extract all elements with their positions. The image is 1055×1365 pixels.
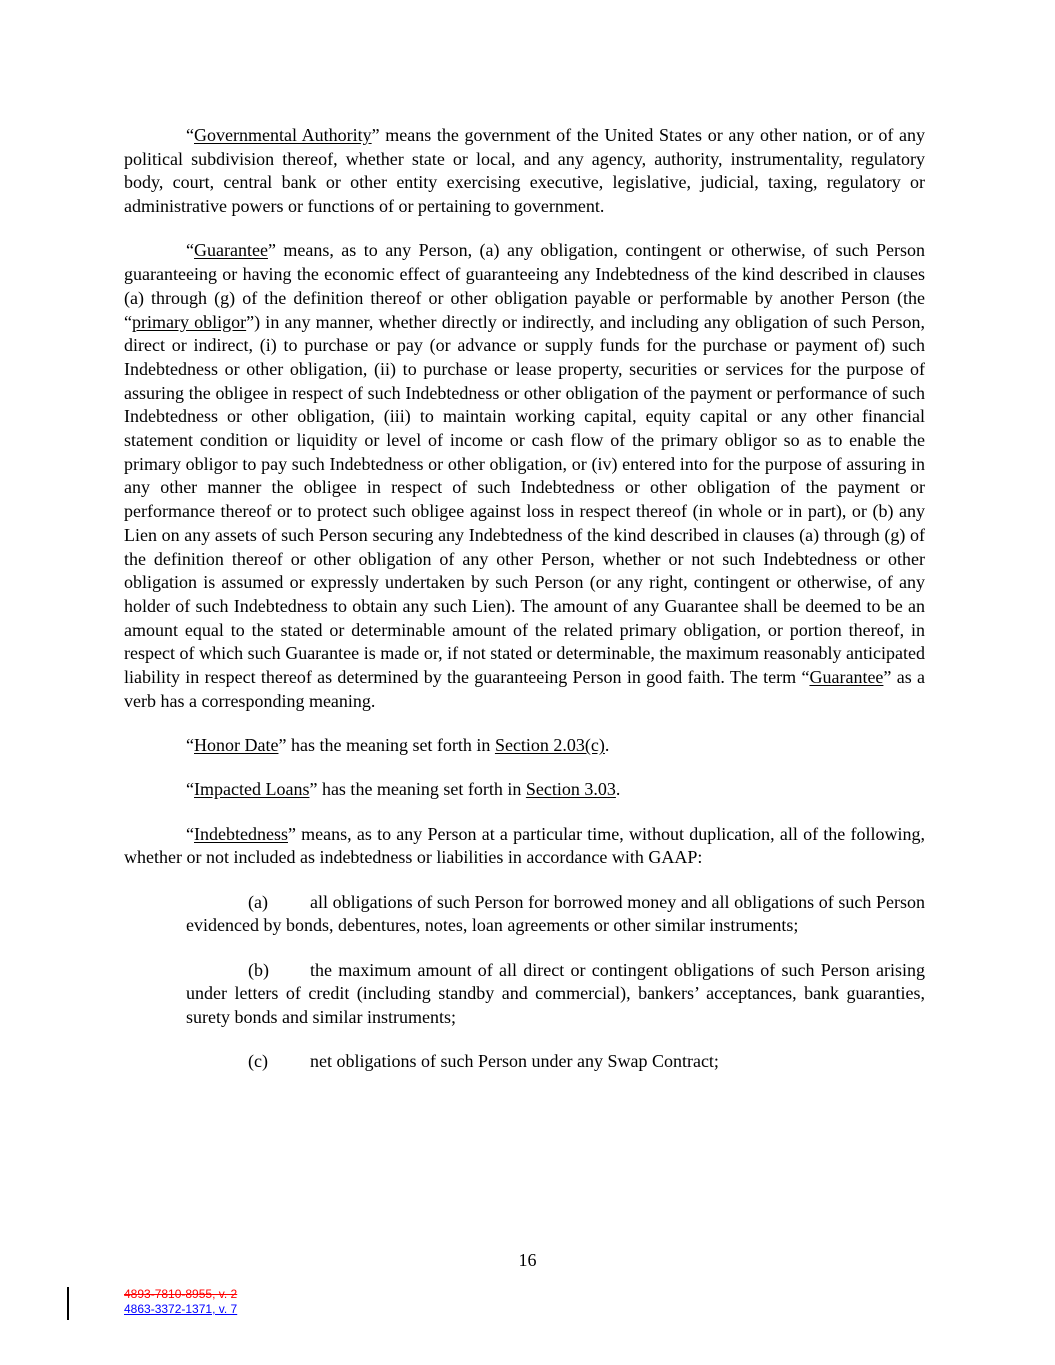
list-item-label: (b)	[248, 959, 269, 980]
defined-term: Governmental Authority	[194, 125, 372, 145]
defined-term-primary-obligor: primary obligor	[132, 311, 247, 332]
inserted-document-id: 4863-3372-1371, v. 7	[124, 1302, 238, 1316]
defined-term: Indebtedness	[194, 823, 288, 844]
period: .	[615, 779, 621, 800]
defined-term: Guarantee	[194, 240, 268, 261]
list-item	[186, 891, 925, 938]
definition-text: ” has the meaning set forth in	[278, 735, 495, 756]
list-item-label: (c)	[248, 1051, 268, 1072]
definition-text: ” means the government of the United States or any other nation, or of any political subdivision thereof, whether state or local, and any agency, authority, instrumentality, regulatory body, court, central bank or other entity exercising executive, legislative, judicial, taxing, regulatory or administrative powers or functions of or pertaining to government.	[124, 125, 925, 217]
definition-text: ” has the meaning set forth in	[309, 779, 526, 800]
section-reference: Section 2.03(c)	[494, 735, 605, 756]
defined-term: Guarantee	[809, 667, 884, 688]
definition-text: ” as a verb has a corresponding meaning.	[124, 667, 925, 711]
definition-impacted-loans	[124, 778, 925, 802]
document-id-footer	[124, 1287, 237, 1317]
list-item-label: (a)	[248, 891, 268, 912]
list-item-text: the maximum amount of all direct or contingent obligations of such Person arising under letters of credit (including standby and commercial), bankers’ acceptances, bank guaranties, surety bonds and similar instruments;	[186, 959, 925, 1028]
defined-term: Impacted Loans	[194, 779, 310, 800]
definition-text: ” means, as to any Person, (a) any obligation, contingent or otherwise, of such Person guaranteeing or having the economic effect of guaranteeing any Indebtedness of the kind described in clauses (a) through (g) of the definition thereof or other obligation payable or performable by another Person (the “	[124, 240, 925, 332]
list-item-text: net obligations of such Person under any Swap Contract;	[310, 1051, 719, 1072]
list-item	[186, 959, 925, 1030]
open-quote: “	[186, 240, 194, 261]
page-number: 16	[518, 1250, 537, 1270]
defined-term: Honor Date	[194, 735, 279, 756]
open-quote: “	[186, 735, 194, 756]
section-reference: Section 3.03	[525, 779, 616, 800]
list-item	[186, 1050, 925, 1074]
definition-guarantee	[124, 239, 925, 713]
open-quote: “	[186, 823, 194, 844]
definition-honor-date	[124, 734, 925, 758]
list-item-text: all obligations of such Person for borrowed money and all obligations of such Person evidenced by bonds, debentures, notes, loan agreements or other similar instruments;	[186, 891, 925, 936]
deleted-document-id: 4893-7810-8955, v. 2	[124, 1287, 238, 1301]
definition-indebtedness	[124, 823, 925, 870]
definition-text: ”) in any manner, whether directly or indirectly, and including any obligation of such Person, direct or indirect, (i) to purchase or pay (or advance or supply funds for the purchase or payment of) such Indebtedness or other obligation, (ii) to purchase or lease property, securities or services for the purpose of assuring the obligee in respect of such Indebtedness or other obligation of the payment or performance of such Indebtedness or other obligation, (iii) to maintain working capital, equity capital or any other financial statement condition or liquidity or level of income or cash flow of the primary obligor so as to enable the primary obligor to pay such Indebtedness or other obligation, or (iv) entered into for the purpose of assuring in any other manner the obligee in respect of such Indebtedness or other obligation of the payment or performance thereof or to protect such obligee against loss in respect thereof (in whole or in part), or (b) any Lien on any assets of such Person securing any Indebtedness of the kind described in clauses (a) through (g) of the definition thereof or other obligation of any other Person, whether or not such Indebtedness or other obligation is assumed or expressly undertaken by such Person (or any right, contingent or otherwise, of any holder of such Indebtedness to obtain any such Lien). The amount of any Guarantee shall be deemed to be an amount equal to the stated or determinable amount of the related primary obligation, or portion thereof, in respect of which such Guarantee is made or, if not stated or determinable, the maximum reasonably anticipated liability in respect thereof as determined by the guaranteeing Person in good faith. The term “	[124, 311, 925, 688]
revision-change-bar	[67, 1287, 69, 1320]
open-quote: “	[186, 125, 194, 145]
page-body	[124, 124, 925, 1095]
definition-governmental-authority	[124, 124, 925, 219]
open-quote: “	[186, 779, 194, 800]
period: .	[604, 735, 610, 756]
definition-text: ” means, as to any Person at a particular time, without duplication, all of the following, whether or not included as indebtedness or liabilities in accordance with GAAP:	[124, 823, 925, 868]
